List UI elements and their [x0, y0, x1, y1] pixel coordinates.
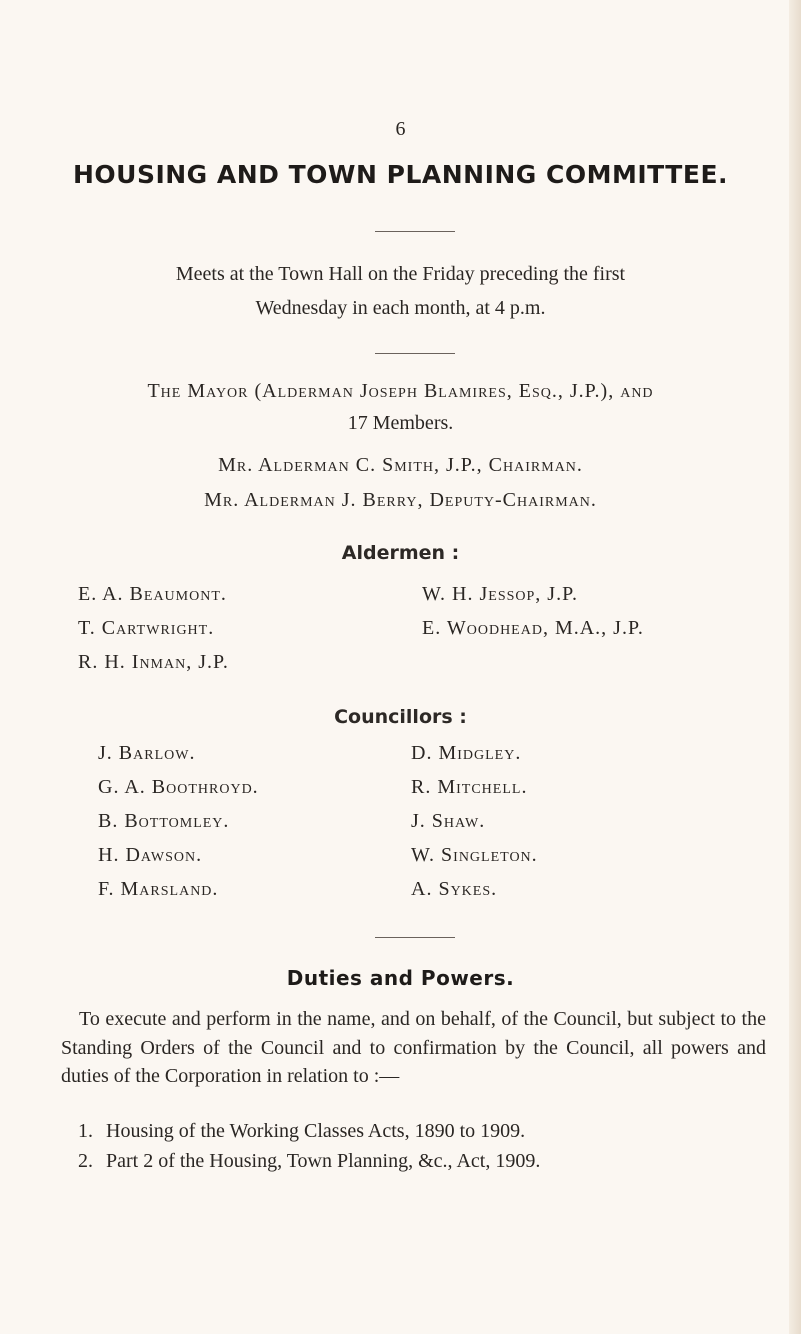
councillor-name: B. Bottomley. — [98, 810, 230, 832]
page-number: 6 — [395, 118, 406, 140]
deputy-chairman-line: Mr. Alderman J. Berry, Deputy-Chairman. — [204, 489, 597, 511]
list-item-text: Housing of the Working Classes Acts, 1890 to 1909. — [106, 1120, 526, 1142]
divider-rule — [375, 353, 455, 354]
list-item — [78, 1150, 540, 1173]
divider-rule — [375, 937, 455, 938]
alderman-name: T. Cartwright. — [78, 617, 215, 639]
duties-paragraph-text: To execute and perform in the name, and on behalf, of the Council, but subject to the Standing Orders of the Council and to confirmation by the Council, all powers and duties of the Corporation in relation to :— — [61, 1008, 766, 1087]
alderman-name: R. H. Inman, J.P. — [78, 651, 229, 673]
meeting-line-2: Wednesday in each month, at 4 p.m. — [255, 297, 546, 319]
list-item — [78, 1120, 525, 1143]
councillor-name: A. Sykes. — [411, 878, 498, 900]
councillor-name: R. Mitchell. — [411, 776, 528, 798]
chairman-line: Mr. Alderman C. Smith, J.P., Chairman. — [218, 454, 583, 476]
councillor-name: D. Midgley. — [411, 742, 522, 764]
councillors-heading: Councillors : — [334, 706, 467, 728]
councillor-name: H. Dawson. — [98, 844, 203, 866]
list-item-number: 1. — [78, 1120, 93, 1142]
composition-line-1: The Mayor (Alderman Joseph Blamires, Esq., J.P.), and — [147, 380, 654, 402]
councillor-name: W. Singleton. — [411, 844, 538, 866]
duties-heading: Duties and Powers. — [286, 966, 515, 990]
list-item-number: 2. — [78, 1150, 93, 1172]
alderman-name: W. H. Jessop, J.P. — [422, 583, 578, 605]
duties-paragraph — [61, 1005, 766, 1091]
councillor-name: G. A. Boothroyd. — [98, 776, 259, 798]
page-edge-shadow — [789, 0, 801, 1334]
councillor-name: J. Barlow. — [98, 742, 196, 764]
councillor-name: F. Marsland. — [98, 878, 219, 900]
alderman-name: E. Woodhead, M.A., J.P. — [422, 617, 644, 639]
aldermen-heading: Aldermen : — [341, 542, 460, 564]
list-item-text: Part 2 of the Housing, Town Planning, &c., Act, 1909. — [106, 1150, 541, 1172]
composition-line-2: 17 Members. — [347, 412, 454, 434]
committee-title: HOUSING AND TOWN PLANNING COMMITTEE. — [72, 160, 729, 189]
divider-rule — [375, 231, 455, 232]
alderman-name: E. A. Beaumont. — [78, 583, 227, 605]
councillor-name: J. Shaw. — [411, 810, 486, 832]
meeting-line-1: Meets at the Town Hall on the Friday preceding the first — [175, 263, 626, 285]
